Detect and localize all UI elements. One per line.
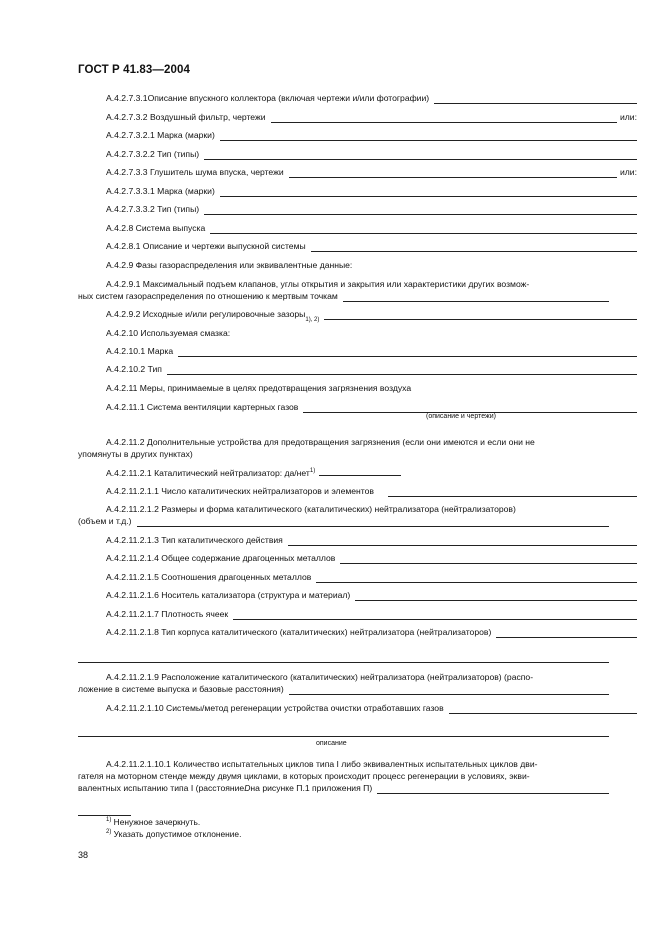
item-precious-metal-content: А.4.2.11.2.1.4 Общее содержание драгоценных металлов xyxy=(78,553,637,564)
item-lubricant-type: А.4.2.10.2 Тип xyxy=(78,364,637,375)
item-lubricant-make: А.4.2.10.1 Марка xyxy=(78,346,637,357)
item-additional-devices-line2: упомянуты в других пунктах) xyxy=(78,449,193,459)
item-converter-casing: А.4.2.11.2.1.8 Тип корпуса каталитического (каталитических) нейтрализатора (нейтрализаторов) xyxy=(78,627,637,638)
document-header: ГОСТ Р 41.83—2004 xyxy=(78,64,190,76)
item-valve-lift-line2: ных систем газораспределения по отношению к мертвым точкам xyxy=(78,291,609,302)
item-catalytic-action-type: А.4.2.11.2.1.3 Тип каталитического действия xyxy=(78,535,637,546)
footnote-1: $^{1)}$ Ненужное зачеркнуть. xyxy=(106,817,201,827)
blank-answer-line xyxy=(78,662,609,663)
footnote-2: $^{2)}$ Указать допустимое отклонение. xyxy=(106,829,242,839)
item-converter-dimensions-line1: А.4.2.11.2.1.2 Размеры и форма каталитического (каталитических) нейтрализатора (нейтрализаторов) xyxy=(106,504,516,514)
item-exhaust-description: А.4.2.8.1 Описание и чертежи выпускной системы xyxy=(78,241,637,252)
item-air-filter-type: А.4.2.7.3.2.2 Тип (типы) xyxy=(78,149,637,160)
footnote-separator xyxy=(78,815,131,816)
item-converter-location-line2: ложение в системе выпуска и базовые расстояния) xyxy=(78,684,609,695)
item-converter-dimensions-line2: (объем и т.д.) xyxy=(78,516,609,527)
item-test-cycles-line2: гателя на моторном стенде между двумя циклами, в которых происходит процесс регенерации в условиях, экви- xyxy=(78,771,530,781)
item-catalytic-converter: А.4.2.11.2.1 Каталитический нейтрализатор: да/нет$^{1)}$ xyxy=(78,467,637,479)
item-silencer-make: А.4.2.7.3.3.1 Марка (марки) xyxy=(78,186,637,197)
item-regeneration-system: А.4.2.11.2.1.10 Системы/метод регенерации устройства очистки отработавших газов xyxy=(78,703,637,714)
item-test-cycles-line3: валентных испытанию типа I (расстояние D на рисунке П.1 приложения П) xyxy=(78,783,609,794)
item-intake-silencer: А.4.2.7.3.3 Глушитель шума впуска, чертежи или: xyxy=(106,167,637,177)
item-intake-manifold: А.4.2.7.3.1Описание впускного коллектора (включая чертежи и/или фотографии) xyxy=(78,93,637,104)
item-test-cycles-line1: А.4.2.11.2.1.10.1 Количество испытательных циклов типа I либо эквивалентных испытательных циклов дви- xyxy=(106,759,538,769)
item-precious-metal-ratio: А.4.2.11.2.1.5 Соотношения драгоценных металлов xyxy=(78,572,637,583)
item-lubricant: А.4.2.10 Используемая смазка: xyxy=(106,328,231,338)
page-number: 38 xyxy=(78,850,89,860)
item-clearances: А.4.2.9.2 Исходные и/или регулировочные зазоры 1), 2) xyxy=(78,309,637,320)
item-converter-location-line1: А.4.2.11.2.1.9 Расположение каталитического (каталитических) нейтрализатора (нейтрализаторов) (распо- xyxy=(106,672,534,682)
item-converter-count: А.4.2.11.2.1.1 Число каталитических нейтрализаторов и элементов xyxy=(78,486,637,497)
caption-description-drawings: (описание и чертежи) xyxy=(426,413,496,420)
item-valve-lift-line1: А.4.2.9.1 Максимальный подъем клапанов, углы открытия и закрытия или характеристики других возмож- xyxy=(106,279,530,289)
item-air-filter-make: А.4.2.7.3.2.1 Марка (марки) xyxy=(78,130,637,141)
item-cell-density: А.4.2.11.2.1.7 Плотность ячеек xyxy=(78,609,637,620)
caption-description: описание xyxy=(316,740,347,747)
blank-answer-line-2 xyxy=(78,736,609,737)
item-catalyst-substrate: А.4.2.11.2.1.6 Носитель катализатора (структура и материал) xyxy=(78,590,637,601)
item-pollution-measures: А.4.2.11 Меры, принимаемые в целях предотвращения загрязнения воздуха xyxy=(106,383,412,393)
item-exhaust-system: А.4.2.8 Система выпуска xyxy=(78,223,637,234)
item-valve-timing: А.4.2.9 Фазы газораспределения или эквивалентные данные: xyxy=(106,260,353,270)
item-additional-devices-line1: А.4.2.11.2 Дополнительные устройства для предотвращения загрязнения (если они имеются и если они не xyxy=(106,437,535,447)
item-crankcase-ventilation: А.4.2.11.1 Система вентиляции картерных газов xyxy=(78,402,637,413)
item-silencer-type: А.4.2.7.3.3.2 Тип (типы) xyxy=(78,204,637,215)
item-air-filter: А.4.2.7.3.2 Воздушный фильтр, чертежи или: xyxy=(106,112,637,122)
